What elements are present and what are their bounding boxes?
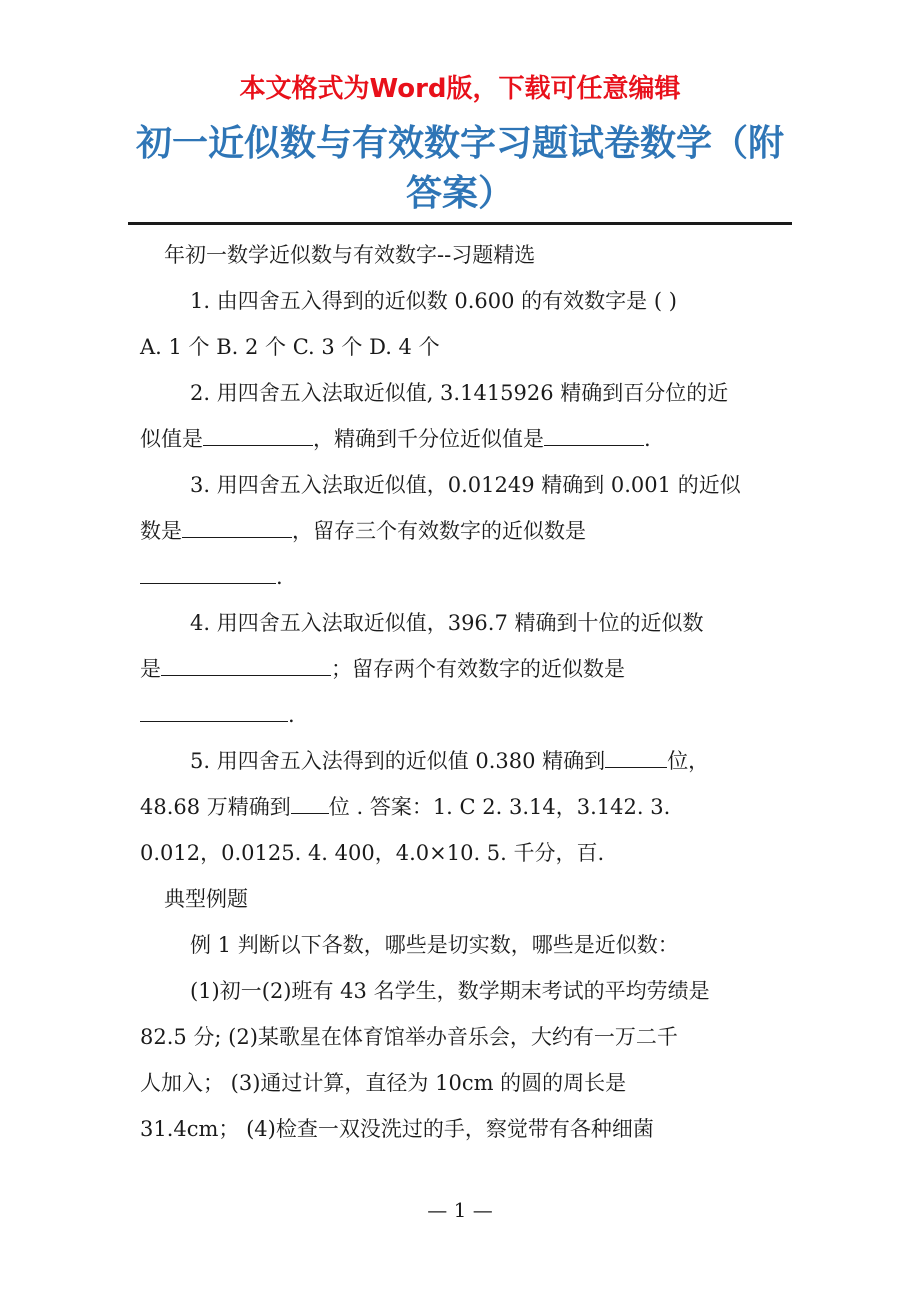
example-1-line-5: 31.4cm； (4)检查一双没洗过的手，察觉带有各种细菌	[140, 1117, 654, 1141]
answer-blank	[140, 557, 276, 584]
question-2-line-1: 2. 用四舍五入法取近似值, 3.1415926 精确到百分位的近	[190, 381, 729, 405]
example-1-line-2: (1)初一(2)班有 43 名学生，数学期末考试的平均劳绩是	[190, 979, 710, 1003]
page-number: — 1 —	[427, 1198, 493, 1222]
question-4-text-a: 是	[140, 657, 161, 681]
question-5-text-c: 48.68 万精确到	[140, 795, 291, 819]
example-1-line-4: 人加入； (3)通过计算，直径为 10cm 的圆的周长是	[140, 1071, 627, 1095]
question-4-line-1: 4. 用四舍五入法取近似值，396.7 精确到十位的近似数	[190, 611, 704, 635]
question-4-line-2	[140, 646, 780, 692]
question-2-text-a: 似值是	[140, 427, 203, 451]
answer-blank	[544, 419, 644, 446]
answer-blank	[291, 787, 329, 814]
question-2-line-2	[140, 416, 780, 462]
answers-line: 位 . 答案：1. C 2. 3.14，3.142. 3.	[328, 795, 671, 819]
question-3-text-c: .	[276, 565, 283, 589]
question-5-line-1	[140, 738, 780, 784]
example-1-line-3: 82.5 分; (2)某歌星在体育馆举办音乐会，大约有一万二千	[140, 1025, 678, 1049]
document-title: 初一近似数与有效数字习题试卷数学（附答案）	[135, 122, 784, 214]
question-5-line-2	[140, 784, 780, 830]
subtitle: 年初一数学近似数与有效数字--习题精选	[164, 243, 536, 267]
question-3-line-3	[140, 554, 780, 600]
answer-blank	[140, 695, 288, 722]
question-3-line-2	[140, 508, 780, 554]
question-1-stem: 1. 由四舍五入得到的近似数 0.600 的有效数字是 ( )	[190, 289, 677, 313]
question-4-line-3	[140, 692, 780, 738]
answer-blank	[605, 741, 667, 768]
question-2-text-c: .	[644, 427, 651, 451]
document-body	[140, 232, 780, 1152]
question-3-text-a: 数是	[140, 519, 182, 543]
example-1-line-1: 例 1 判断以下各数，哪些是切实数，哪些是近似数：	[190, 933, 679, 957]
section-heading: 典型例题	[164, 887, 248, 911]
question-4-text-c: .	[288, 703, 295, 727]
question-2-text-b: ，精确到千分位近似值是	[313, 427, 544, 451]
question-1-options: A. 1 个 B. 2 个 C. 3 个 D. 4 个	[140, 335, 440, 359]
answer-blank	[182, 511, 292, 538]
answer-blank	[161, 649, 331, 676]
question-5-text-a: 5. 用四舍五入法得到的近似值 0.380 精确到	[190, 749, 606, 773]
title-divider	[128, 222, 792, 225]
question-4-text-b: ；留存两个有效数字的近似数是	[331, 657, 625, 681]
format-banner: 本文格式为Word版，下载可任意编辑	[239, 74, 681, 104]
answers-continued: 0.012，0.0125. 4. 400，4.0×10. 5. 千分，百.	[140, 841, 605, 865]
question-3-line-1: 3. 用四舍五入法取近似值，0.01249 精确到 0.001 的近似	[190, 473, 741, 497]
question-3-text-b: ，留存三个有效数字的近似数是	[292, 519, 586, 543]
answer-blank	[203, 419, 313, 446]
question-5-text-b: 位，	[667, 749, 710, 773]
